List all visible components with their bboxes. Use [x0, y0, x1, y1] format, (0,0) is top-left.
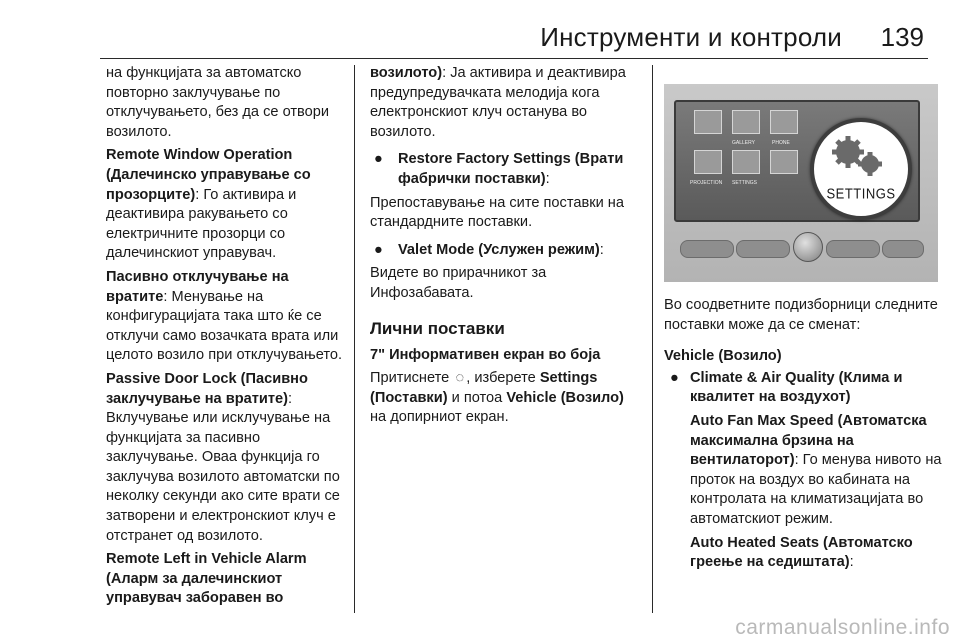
column-1: [106, 64, 348, 613]
gears-icon: [814, 126, 908, 186]
column-divider-right: [652, 65, 653, 613]
submenu-intro: Во соодветните подизборници следните поставки може да се сменат:: [664, 297, 938, 333]
section-title: Инструменти и контроли: [540, 22, 842, 52]
app-tile-projection: [694, 150, 722, 174]
home-target-icon: ◌: [455, 370, 465, 387]
instruction-paragraph: [370, 369, 638, 428]
button-pill-4: [882, 240, 924, 258]
column-divider-left: [354, 65, 355, 613]
remote-window-entry: [106, 146, 348, 264]
header-rule: [100, 58, 928, 59]
tile-label-projection: PROJECTION: [690, 180, 723, 186]
bullet-climate: [666, 369, 946, 408]
restore-factory-body: Препоставување на сите поставки на стандардните поставки.: [370, 194, 624, 231]
auto-fan-text: : Го менува нивото на проток на воздух во кабината на контролата на климатизацијата во автоматскиот режим.: [690, 452, 942, 527]
instruction-text-2: , изберете: [466, 370, 540, 387]
app-tile-blank: [770, 150, 798, 174]
climate-term: Climate & Air Quality (Клима и квалитет на воздухот): [690, 369, 903, 406]
bullet-restore-factory: [370, 150, 638, 189]
settings-zoom-label: SETTINGS: [826, 185, 896, 202]
tile-label-settings: SETTINGS: [732, 180, 758, 186]
bullet-dot-icon: ●: [374, 151, 383, 168]
app-tile-phone: [770, 110, 798, 134]
page-header: [0, 0, 960, 64]
bullet-dot-icon: ●: [374, 241, 383, 258]
passive-lock-term: Passive Door Lock (Пасивно заклучување на вратите): [106, 370, 308, 407]
valet-mode-term: Valet Mode (Услужен режим): [398, 241, 600, 258]
auto-heat-term: Auto Heated Seats (Автоматско греење на седиштата): [690, 534, 913, 571]
passive-unlock-text: : Менување на конфигурацијата така што ќе се отклучи само возачката врата или целото возило при отклучувањето.: [106, 288, 343, 364]
valet-mode-suffix: :: [599, 241, 604, 258]
vehicle-heading: Vehicle (Возило): [664, 348, 782, 365]
volume-knob: [793, 232, 823, 262]
control-buttons: [676, 234, 926, 262]
settings-zoom-callout: [810, 118, 912, 220]
auto-heat-entry: [690, 534, 946, 573]
tile-label-gallery: GALLERY: [732, 140, 755, 146]
passive-unlock-entry: [106, 268, 348, 366]
auto-fan-entry: [690, 412, 946, 530]
remote-left-continued: [370, 64, 638, 142]
vehicle-term: Vehicle (Возило): [506, 389, 624, 406]
instruction-text-4: на допирниот екран.: [370, 409, 509, 426]
column-2: [370, 64, 638, 432]
passive-lock-text: : Вклучување или исклучување на функцијата за пасивно заклучување. Оваа функција го заклучува возилото автоматски по неколку секунди ако сите врати се затворени и електронскиот клуч е отстранет од возилото.: [106, 390, 340, 544]
app-tile-audio: [694, 110, 722, 134]
settings-term: Settings (Поставки): [370, 370, 598, 406]
restore-factory-term: Restore Factory Settings (Врати фабрички поставки): [398, 151, 624, 187]
bullet-valet-mode: [370, 241, 638, 261]
button-pill-1: [680, 240, 734, 258]
remote-left-term-end: возилото): [370, 65, 443, 81]
paragraph-auto-relock: на функцијата за автоматско повторно заклучување по отклучувањето, без да се отвори возилото.: [106, 65, 330, 140]
bullet-dot-icon: ●: [670, 369, 679, 386]
auto-heat-text: :: [849, 554, 854, 571]
page-number: 139: [880, 22, 924, 52]
instruction-text-3: и потоа: [447, 389, 507, 406]
personal-settings-heading: Лични поставки: [370, 318, 505, 338]
restore-factory-suffix: :: [545, 170, 550, 187]
remote-window-text: : Го активира и деактивира ракувањето со електричните прозорци со далечинскиот управувач.: [106, 186, 297, 262]
auto-fan-term: Auto Fan Max Speed (Автоматска максимална брзина на вентилаторот): [690, 412, 927, 469]
tile-label-phone: PHONE: [772, 140, 790, 146]
remote-left-term: Remote Left in Vehicle Alarm (Аларм за далечинскиот управувач заборавен во: [106, 551, 307, 607]
passive-unlock-term: Пасивно отклучување на вратите: [106, 268, 289, 305]
instruction-text-1: Притиснете: [370, 370, 454, 387]
remote-window-term: Remote Window Operation (Далечинско управување со прозорците): [106, 147, 311, 203]
remote-left-entry: [106, 550, 348, 609]
app-tile-settings: [732, 150, 760, 174]
app-tile-gallery: [732, 110, 760, 134]
infotainment-photo: [664, 66, 938, 282]
watermark: carmanualsonline.info: [735, 616, 950, 639]
button-pill-3: [826, 240, 880, 258]
valet-mode-body: Видете во прирачникот за Инфозабавата.: [370, 265, 547, 301]
color-display-subheading: 7" Информативен екран во боја: [370, 346, 601, 363]
button-pill-2: [736, 240, 790, 258]
remote-left-text: : Ја активира и деактивира предупредувачката мелодија кога електронскиот клуч останува во возилото.: [370, 65, 626, 140]
passive-lock-entry: [106, 370, 348, 546]
column-3: [664, 64, 946, 573]
